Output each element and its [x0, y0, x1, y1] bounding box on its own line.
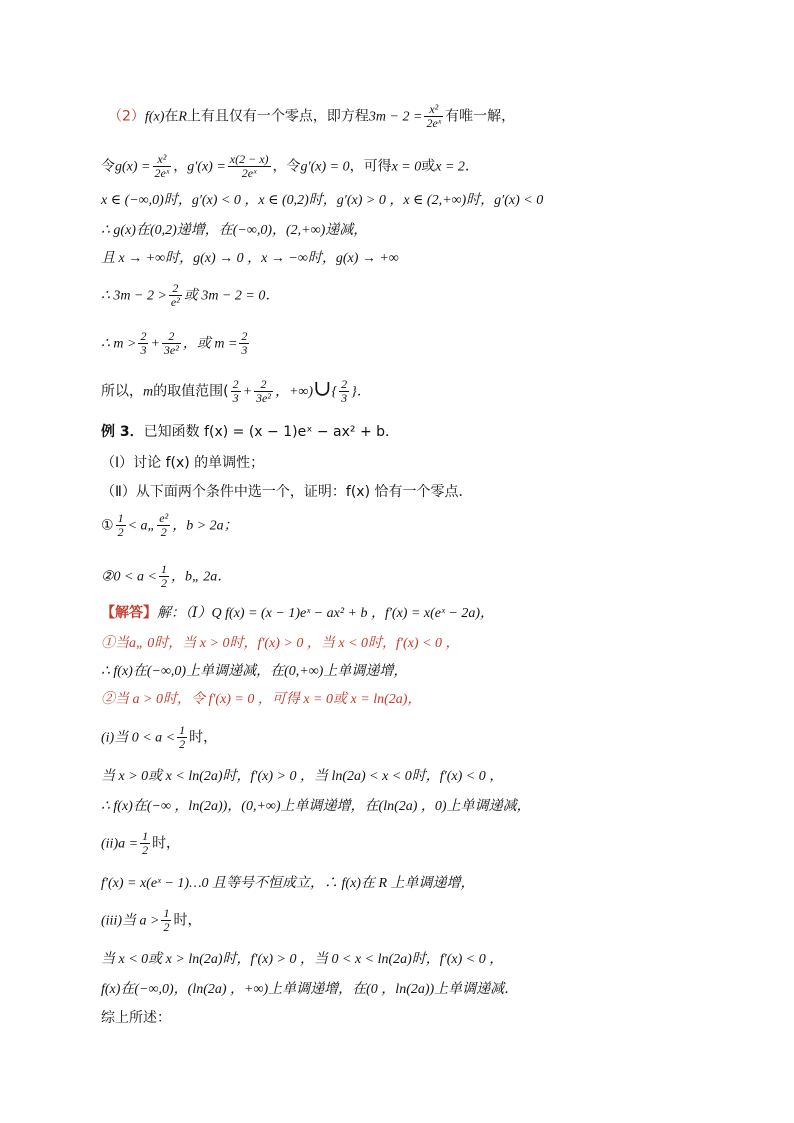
- condition-1: ① $\frac{1}{2}$ < a„ $\frac{\text{e²}}{2}$ ，b > 2a；: [101, 511, 238, 539]
- interval-line: x ∈ (−∞,0)时，g′(x) < 0 ，x ∈ (0,2)时，g′(x) > 0 ，x ∈ (2,+∞)时，g′(x) < 0: [101, 193, 544, 208]
- solution-line-6: 当 x > 0或 x < ln(2a)时，f′(x) > 0 ，当 ln(2a) < x < 0时，f′(x) < 0 ，: [101, 769, 504, 784]
- solution-line-12: f(x)在(−∞,0)，(ln(2a) ，+∞)上单调递增，在(0 ，ln(2a))上单调递减．: [101, 982, 519, 997]
- solution-line-11: 当 x < 0或 x > ln(2a)时，f′(x) > 0 ，当 0 < x < ln(2a)时，f′(x) < 0 ，: [101, 952, 504, 967]
- inequality-line: ∴ 3m − 2 > $\frac{2}{\text{e²}}$ 或 3m − 2 = 0．: [101, 281, 280, 309]
- solution-line-9: f′(x) = x(eˣ − 1)…0 且等号不恒成立，∴ f(x)在 R 上单调递增，: [101, 876, 475, 891]
- condition-2: ②0 < a < $\frac{1}{2}$ ，b„ 2a．: [101, 562, 232, 590]
- solution-line-3: ∴ f(x)在(−∞,0)上单调递减，在(0,+∞)上单调递增，: [101, 664, 408, 679]
- solution-line-7: ∴ f(x)在(−∞ ，ln(2a))，(0,+∞)上单调递增，在(ln(2a) ，0)上单调递减，: [101, 799, 531, 814]
- example3-statement: 例 3．已知函数 f(x) = (x − 1)eˣ − ax² + b．: [101, 424, 400, 440]
- solution-line-4: ②当 a > 0时，令 f′(x) = 0 ，可得 x = 0或 x = ln(2a)，: [101, 692, 422, 707]
- solution-line-10: (iii)当 a > $\frac{1}{2}$ 时，: [101, 906, 202, 934]
- solution-line-13: 综上所述：: [101, 1010, 171, 1026]
- question-2: （Ⅱ）从下面两个条件中选一个，证明：f(x) 恰有一个零点．: [101, 484, 473, 500]
- m-range-line: ∴ m > $\frac{2}{3}$ + $\frac{2}{\text{3e²}}$ ，或 m = $\frac{2}{3}$: [101, 329, 248, 357]
- solution-line-5: (i)当 0 < a < $\frac{1}{2}$ 时，: [101, 723, 218, 751]
- solution-line-2: ①当a„ 0时，当 x > 0时，f′(x) > 0 ，当 x < 0时，f′(x) < 0 ，: [101, 636, 460, 651]
- solution-line-8: (ii)a = $\frac{1}{2}$ 时，: [101, 829, 181, 857]
- let-line: 令g(x) = $\frac{\text{x²}}{\text{2eˣ}}$ ，g′(x) = $\frac{x(2 - x)}{\text{2eˣ}}$ ，令g′(x) = 0，可得x = 0或x = 2．: [101, 152, 479, 180]
- solution-line-1: 【解答】解：（Ⅰ）Q f(x) = (x − 1)eˣ − ax² + b ，f′(x) = x(eˣ − 2a)，: [101, 605, 495, 621]
- fraction: $\frac{\text{x²}}{\text{2eˣ}}$: [426, 102, 442, 130]
- part2-intro: （2）f(x)在R上有且仅有一个零点，即方程3m − 2 = $\frac{\text{x²}}{\text{2eˣ}}$ 有唯一解，: [108, 102, 516, 130]
- answer-line: 所以，m的取值范围( $\frac{2}{3}$ + $\frac{2}{\text{3e²}}$ ，+∞)∪{ $\frac{2}{3}$ }．: [101, 376, 371, 405]
- limit-line: 且 x → +∞时，g(x) → 0 ，x → −∞时，g(x) → +∞: [101, 251, 399, 266]
- question-1: （Ⅰ）讨论 f(x) 的单调性；: [101, 455, 265, 471]
- monotonic-line: ∴ g(x)在(0,2)递增，在(−∞,0)，(2,+∞)递减，: [101, 223, 368, 238]
